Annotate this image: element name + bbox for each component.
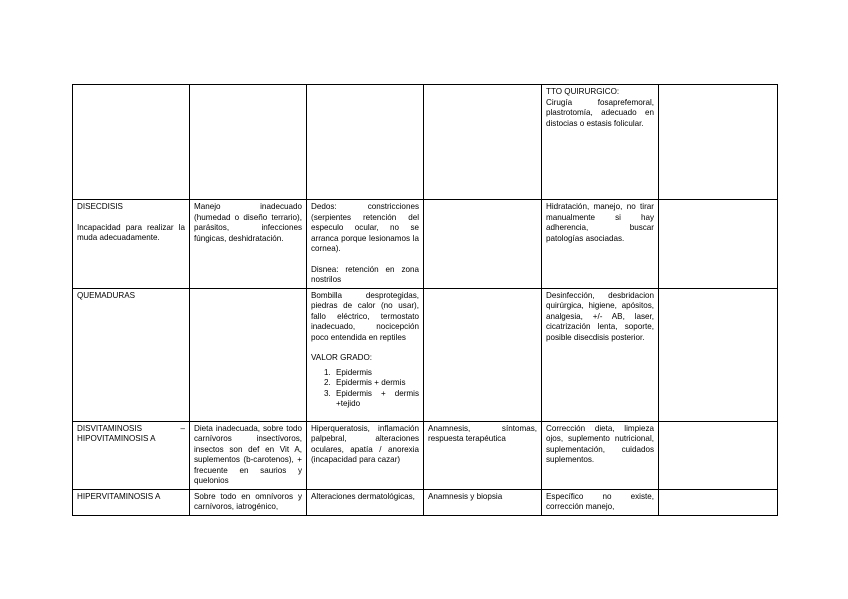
table-row (73, 200, 778, 289)
table-row (73, 85, 778, 200)
list-item: 1. Epidermis (333, 368, 419, 379)
cell-treatment (542, 85, 659, 200)
disease-title: QUEMADURAS (77, 290, 136, 300)
cell-diagnosis: Anamnesis y biopsia (424, 489, 542, 515)
symptom-text: Disnea: retención en zona nostrilos (311, 264, 419, 284)
cell-extra (659, 85, 778, 200)
cell-disease (73, 421, 190, 489)
disease-title: HIPERVITAMINOSIS A (77, 491, 161, 501)
cell-extra (659, 489, 778, 515)
cell-disease (73, 489, 190, 515)
disease-title: DISECDISIS (77, 202, 123, 211)
cell-cause (190, 85, 307, 200)
cell-diagnosis (424, 200, 542, 289)
cell-treatment: Hidratación, manejo, no tirar manualmente si hay adherencia, buscar patologías asociadas. (542, 200, 659, 289)
cell-treatment: Específico no existe, corrección manejo, (542, 489, 659, 515)
cell-disease (73, 288, 190, 421)
cell-disease (73, 200, 190, 289)
disease-table (72, 84, 778, 516)
cell-symptoms: Hiperqueratosis, inflamación palpebral, alteraciones oculares, apatía / anorexia (incapacidad para cazar) (307, 421, 424, 489)
cell-treatment: Corrección dieta, limpieza ojos, suplemento nutricional, suplementación, cuidados suplementos. (542, 421, 659, 489)
table-row (73, 489, 778, 515)
symptom-text: Bombilla desprotegidas, piedras de calor (no usar), fallo eléctrico, termostato inadecuado, nocicepción poco entendida en reptiles (311, 290, 419, 342)
cell-diagnosis (424, 85, 542, 200)
cell-disease (73, 85, 190, 200)
disease-title: DISVITAMINOSIS – HIPOVITAMINOSIS A (77, 423, 185, 443)
list-item: 3. Epidermis + dermis +tejido (333, 389, 419, 410)
cell-diagnosis: Anamnesis, síntomas, respuesta terapéutica (424, 421, 542, 489)
grade-list (311, 368, 419, 410)
list-item: 2. Epidermis + dermis (333, 378, 419, 389)
cell-symptoms (307, 85, 424, 200)
cell-extra (659, 200, 778, 289)
cell-symptoms (307, 288, 424, 421)
grade-heading: VALOR GRADO: (311, 353, 373, 362)
cell-treatment: Desinfección, desbridacion quirúrgica, higiene, apósitos, analgesia, +/- AB, laser, cicatrización lenta, soporte, posible disecdisis posterior. (542, 288, 659, 421)
cell-symptoms: Alteraciones dermatológicas, (307, 489, 424, 515)
treatment-text: Cirugía fosaprefemoral, plastrotomía, adecuado en distocias o estasis folicular. (546, 97, 654, 128)
table-row (73, 288, 778, 421)
cell-diagnosis (424, 288, 542, 421)
cell-cause (190, 288, 307, 421)
treatment-heading: TTO QUIRURGICO: (546, 87, 620, 96)
symptom-text: Dedos: constricciones (serpientes retención del especulo ocular, no se arranca porque lesionamos la cornea). (311, 202, 419, 253)
cell-extra (659, 288, 778, 421)
disease-description: Incapacidad para realizar la muda adecuadamente. (77, 222, 185, 242)
cell-cause: Dieta inadecuada, sobre todo carnívoros insectívoros, insectos son def en Vit A, suplementos (b-carotenos), + frecuente en saurios y quelonios (190, 421, 307, 489)
table-row (73, 421, 778, 489)
cell-symptoms (307, 200, 424, 289)
cell-cause: Sobre todo en omnívoros y carnívoros, iatrogénico, (190, 489, 307, 515)
cell-cause: Manejo inadecuado (humedad o diseño terrario), parásitos, infecciones fúngicas, deshidratación. (190, 200, 307, 289)
cell-extra (659, 421, 778, 489)
